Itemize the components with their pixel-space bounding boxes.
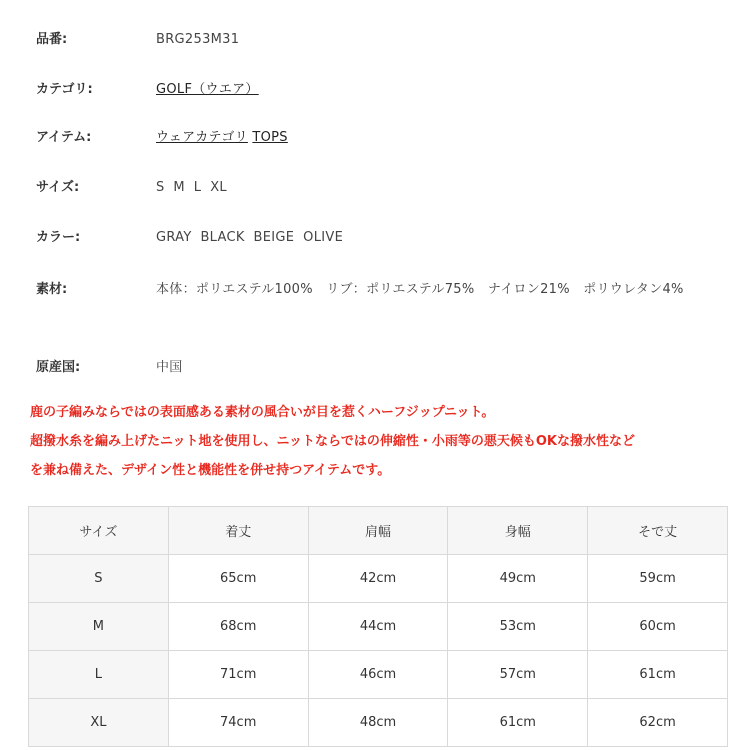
size-cell: L bbox=[29, 651, 169, 699]
spec-value-color: GRAY BLACK BEIGE OLIVE bbox=[156, 230, 344, 245]
column-header-chest: 身幅 bbox=[448, 507, 588, 555]
spec-label-category: カテゴリ: bbox=[36, 82, 93, 97]
table-cell: 62cm bbox=[588, 699, 728, 747]
spec-label-material: 素材: bbox=[36, 282, 68, 297]
category-link-golf-wear[interactable]: GOLF（ウエア） bbox=[156, 82, 259, 97]
product-description bbox=[30, 398, 730, 485]
table-cell: 68cm bbox=[168, 603, 308, 651]
spec-value-material: 本体：ポリエステル100% リブ：ポリエステル75% ナイロン21% ポリウレタン4% bbox=[156, 282, 684, 297]
column-header-size: サイズ bbox=[29, 507, 169, 555]
spec-row-color bbox=[36, 226, 726, 274]
table-cell: 59cm bbox=[588, 555, 728, 603]
spec-row-size bbox=[36, 176, 726, 226]
spec-value-product-number: BRG253M31 bbox=[156, 32, 240, 47]
description-line: 鹿の子編みならではの表面感ある素材の風合いが目を惹くハーフジップニット。 bbox=[30, 405, 495, 420]
table-row bbox=[29, 555, 728, 603]
spec-label-origin: 原産国: bbox=[36, 360, 81, 375]
table-cell: 49cm bbox=[448, 555, 588, 603]
table-cell: 71cm bbox=[168, 651, 308, 699]
table-row bbox=[29, 603, 728, 651]
table-row bbox=[29, 651, 728, 699]
item-link-tops[interactable]: TOPS bbox=[252, 130, 288, 145]
table-cell: 48cm bbox=[308, 699, 448, 747]
spec-row-material bbox=[36, 274, 726, 356]
spec-value-category bbox=[156, 78, 726, 102]
table-cell: 74cm bbox=[168, 699, 308, 747]
spec-label-item: アイテム: bbox=[36, 130, 92, 145]
size-cell: XL bbox=[29, 699, 169, 747]
description-line: を兼ね備えた、デザイン性と機能性を併せ持つアイテムです。 bbox=[30, 463, 391, 478]
table-cell: 61cm bbox=[448, 699, 588, 747]
description-line: 超撥水糸を編み上げたニット地を使用し、ニットならではの伸縮性・小雨等の悪天候もOKな撥水性など bbox=[30, 434, 635, 449]
table-cell: 65cm bbox=[168, 555, 308, 603]
table-cell: 61cm bbox=[588, 651, 728, 699]
table-header-row bbox=[29, 507, 728, 555]
column-header-length: 着丈 bbox=[168, 507, 308, 555]
spec-row-item bbox=[36, 126, 726, 176]
size-chart-table bbox=[28, 506, 728, 747]
spec-label-product-number: 品番: bbox=[36, 32, 68, 47]
spec-label-size: サイズ: bbox=[36, 180, 80, 195]
spec-row-origin bbox=[36, 356, 726, 396]
size-cell: S bbox=[29, 555, 169, 603]
spec-label-color: カラー: bbox=[36, 230, 81, 245]
table-cell: 46cm bbox=[308, 651, 448, 699]
table-cell: 60cm bbox=[588, 603, 728, 651]
column-header-shoulder: 肩幅 bbox=[308, 507, 448, 555]
table-cell: 42cm bbox=[308, 555, 448, 603]
spec-value-size: S M L XL bbox=[156, 180, 227, 195]
table-cell: 44cm bbox=[308, 603, 448, 651]
spec-value-origin: 中国 bbox=[156, 360, 183, 375]
spec-value-item bbox=[156, 126, 726, 150]
spec-row-category bbox=[36, 78, 726, 126]
table-row bbox=[29, 699, 728, 747]
item-link-wear-category[interactable]: ウェアカテゴリ bbox=[156, 130, 248, 145]
table-cell: 53cm bbox=[448, 603, 588, 651]
size-cell: M bbox=[29, 603, 169, 651]
product-spec-list bbox=[36, 28, 726, 396]
spec-row-product-number bbox=[36, 28, 726, 78]
column-header-sleeve: そで丈 bbox=[588, 507, 728, 555]
table-cell: 57cm bbox=[448, 651, 588, 699]
